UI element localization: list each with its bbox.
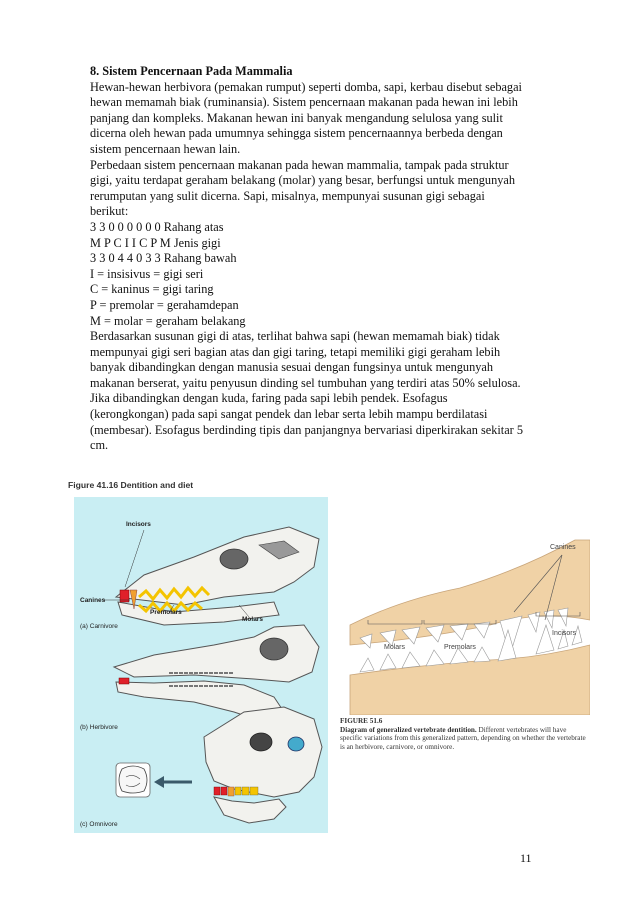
text-line: Berdasarkan susunan gigi di atas, terlihat bahwa sapi (hewan memamah biak) tidak	[90, 329, 500, 344]
dental-formula-upper: 3 3 0 0 0 0 0 0 Rahang atas	[90, 219, 224, 234]
text-line: panjang dan kompleks. Makanan hewan ini banyak mengandung selulosa yang sulit	[90, 110, 503, 125]
text-line: rerumputan yang sulit dicerna. Sapi, misalnya, mempunyai susunan gigi sebagai	[90, 188, 485, 203]
label-omnivore: (c) Omnivore	[80, 821, 118, 828]
definition-molar: M = molar = geraham belakang	[90, 313, 246, 328]
main-text	[90, 64, 560, 454]
lower-gum	[350, 645, 590, 715]
definition-canine: C = kaninus = gigi taring	[90, 282, 214, 297]
label-herbivore: (b) Herbivore	[80, 724, 118, 731]
definition-incisor: I = insisivus = gigi seri	[90, 266, 204, 281]
caption-body: Different vertebrates will have specific variations from this generalized pattern, depending on whether the vertebrate is an herbivore, carnivore, or omnivore.	[340, 725, 586, 751]
figure-title: Figure 41.16 Dentition and diet	[68, 480, 194, 490]
text-line: cm.	[90, 438, 109, 453]
figure-generalized-dentition	[340, 530, 590, 751]
jaw-illustration	[340, 530, 590, 715]
text-line: dicerna oleh hewan pada umumnya sehingga sistem pencernaannya berbeda dengan	[90, 126, 503, 141]
dental-formula-lower: 3 3 0 4 4 0 3 3 Rahang bawah	[90, 251, 237, 266]
label-premolars: Premolars	[444, 644, 476, 651]
text-line: banyak dibandingkan dengan manusia sesuai dengan fungsinya untuk mengunyah	[90, 360, 493, 375]
label-canines: Canines	[80, 597, 106, 604]
text-line: (membesar). Esofagus berdinding tipis dan panjangnya bervariasi diperkirakan sekitar 5	[90, 422, 523, 437]
label-incisors: Incisors	[552, 630, 577, 637]
caption-title: Diagram of generalized vertebrate dentition.	[340, 725, 477, 734]
label-molars: Molars	[384, 644, 406, 651]
text-line: hewan memamah biak (ruminansia). Sistem pencernaan makanan pada hewan ini lebih	[90, 95, 518, 110]
skull-illustrations	[74, 497, 328, 833]
text-line: Jika dibandingkan dengan kuda, faring pada sapi lebih pendek. Esofagus	[90, 391, 448, 406]
caption-number: FIGURE 51.6	[340, 717, 383, 725]
text-line: gigi, yaitu terdapat geraham belakang (molar) yang besar, berfungsi untuk mengunyah	[90, 173, 515, 188]
figure-caption	[340, 717, 590, 751]
label-molars: Molars	[242, 616, 263, 623]
figure-panel	[74, 497, 328, 833]
text-line: (kerongkongan) pada sapi sangat pendek dan lebar serta lebih mampu berdilatasi	[90, 407, 488, 422]
text-line: Perbedaan sistem pencernaan makanan pada hewan mammalia, tampak pada struktur	[90, 157, 509, 172]
dental-formula-types: M P C I I C P M Jenis gigi	[90, 235, 221, 250]
herbivore-skull	[114, 625, 319, 722]
text-line: sistem pencernaan hewan lain.	[90, 141, 241, 156]
section-heading: 8. Sistem Pencernaan Pada Mammalia	[90, 64, 293, 78]
text-line: Hewan-hewan herbivora (pemakan rumput) seperti domba, sapi, kerbau disebut sebagai	[90, 79, 522, 94]
label-incisors: Incisors	[126, 521, 151, 528]
figure-dentition-diet	[68, 480, 328, 833]
text-line: makanan berserat, yaitu penyusun dinding sel tumbuhan yang terdiri atas 50% selulosa.	[90, 375, 521, 390]
omnivore-skull	[116, 707, 322, 823]
label-premolars: Premolars	[150, 609, 182, 616]
label-canines: Canines	[550, 544, 576, 551]
label-carnivore: (a) Carnivore	[80, 623, 118, 630]
definition-premolar: P = premolar = gerahamdepan	[90, 297, 239, 312]
carnivore-skull	[102, 527, 319, 625]
text-line: berikut:	[90, 204, 129, 219]
text-line: mempunyai gigi seri bagian atas dan gigi taring, tetapi memiliki gigi geraham lebih	[90, 344, 501, 359]
page-number: 11	[520, 851, 532, 865]
